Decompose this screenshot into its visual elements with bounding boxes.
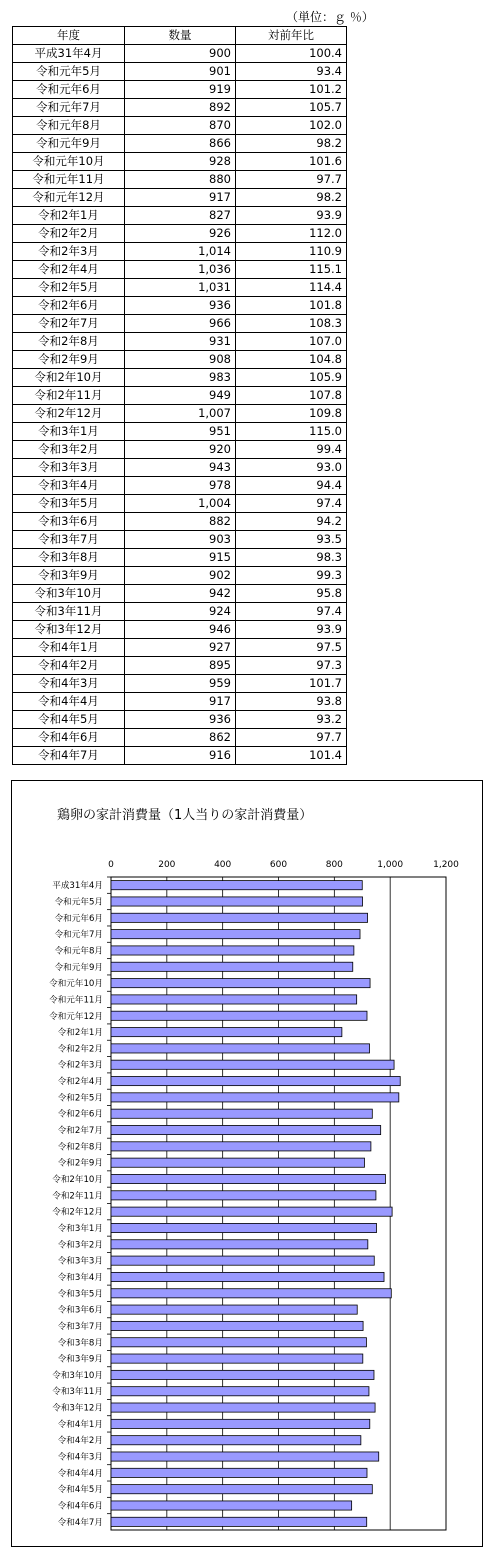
cell-period: 令和3年7月 [13,531,125,549]
bar [111,1044,370,1053]
cell-yoy: 107.8 [236,387,347,405]
cell-quantity: 951 [125,423,236,441]
bar [111,962,353,971]
cell-quantity: 1,031 [125,279,236,297]
cell-quantity: 959 [125,675,236,693]
bar [111,1093,399,1102]
category-label: 令和2年4月 [57,1077,103,1088]
cell-yoy: 114.4 [236,279,347,297]
cell-yoy: 115.0 [236,423,347,441]
bar [111,979,370,988]
cell-yoy: 101.8 [236,297,347,315]
cell-quantity: 978 [125,477,236,495]
cell-quantity: 936 [125,297,236,315]
category-label: 令和2年8月 [57,1142,103,1153]
cell-yoy: 101.4 [236,747,347,765]
x-tick-label: 1,000 [377,860,404,870]
bar [111,1517,367,1526]
category-label: 令和2年10月 [52,1175,103,1186]
cell-yoy: 109.8 [236,405,347,423]
cell-yoy: 97.7 [236,171,347,189]
x-tick-label: 1,200 [433,860,459,870]
x-tick-label: 200 [158,860,176,870]
cell-quantity: 1,004 [125,495,236,513]
cell-quantity: 943 [125,459,236,477]
cell-period: 令和元年6月 [13,81,125,99]
cell-yoy: 97.5 [236,639,347,657]
bar [111,1387,369,1396]
cell-quantity: 827 [125,207,236,225]
cell-quantity: 870 [125,117,236,135]
header-yoy: 対前年比 [236,27,347,45]
category-label: 令和3年3月 [57,1256,103,1267]
cell-quantity: 900 [125,45,236,63]
bar [111,897,363,906]
cell-period: 令和元年10月 [13,153,125,171]
cell-quantity: 862 [125,729,236,747]
bar [111,930,360,939]
cell-yoy: 101.7 [236,675,347,693]
cell-quantity: 928 [125,153,236,171]
bar [111,1207,392,1216]
cell-period: 令和3年9月 [13,567,125,585]
cell-yoy: 101.2 [236,81,347,99]
cell-yoy: 100.4 [236,45,347,63]
category-label: 令和3年9月 [57,1354,103,1365]
category-label: 令和元年10月 [49,979,103,990]
cell-yoy: 93.8 [236,693,347,711]
cell-yoy: 98.3 [236,549,347,567]
cell-period: 令和4年4月 [13,693,125,711]
category-label: 令和3年7月 [57,1321,103,1332]
cell-yoy: 112.0 [236,225,347,243]
cell-quantity: 936 [125,711,236,729]
category-label: 令和3年8月 [57,1338,103,1349]
category-label: 令和4年7月 [57,1517,103,1528]
bar [111,1403,375,1412]
cell-yoy: 105.7 [236,99,347,117]
cell-period: 令和3年12月 [13,621,125,639]
cell-period: 令和2年9月 [13,351,125,369]
cell-quantity: 926 [125,225,236,243]
category-label: 令和3年2月 [57,1240,103,1251]
cell-period: 令和2年11月 [13,387,125,405]
cell-period: 令和元年5月 [13,63,125,81]
category-label: 令和3年4月 [57,1272,103,1283]
bar [111,1272,384,1281]
cell-period: 令和2年4月 [13,261,125,279]
bar [111,1338,366,1347]
bar [111,1452,379,1461]
x-tick-label: 600 [269,860,288,870]
bar [111,1223,376,1232]
cell-period: 令和2年1月 [13,207,125,225]
cell-yoy: 107.0 [236,333,347,351]
unit-label: （単位：ｇ ％） [286,10,374,24]
category-label: 令和3年5月 [57,1289,103,1300]
bar [111,1436,361,1445]
cell-period: 令和元年7月 [13,99,125,117]
category-label: 令和3年10月 [52,1370,103,1381]
cell-period: 令和2年12月 [13,405,125,423]
category-label: 令和2年3月 [57,1060,103,1071]
cell-quantity: 880 [125,171,236,189]
bar [111,995,357,1004]
cell-yoy: 97.3 [236,657,347,675]
category-label: 令和4年5月 [57,1485,103,1496]
cell-period: 令和3年5月 [13,495,125,513]
category-label: 令和3年6月 [57,1305,103,1316]
bar [111,1468,367,1477]
cell-yoy: 93.4 [236,63,347,81]
cell-quantity: 866 [125,135,236,153]
cell-period: 令和3年8月 [13,549,125,567]
cell-quantity: 966 [125,315,236,333]
bar [111,1289,391,1298]
cell-period: 令和元年11月 [13,171,125,189]
cell-quantity: 901 [125,63,236,81]
cell-period: 令和2年7月 [13,315,125,333]
category-label: 令和2年12月 [52,1207,103,1218]
cell-quantity: 908 [125,351,236,369]
cell-yoy: 115.1 [236,261,347,279]
category-label: 令和元年6月 [54,913,103,924]
cell-period: 令和2年8月 [13,333,125,351]
category-label: 令和4年3月 [57,1452,103,1463]
cell-quantity: 927 [125,639,236,657]
cell-period: 令和4年6月 [13,729,125,747]
cell-quantity: 949 [125,387,236,405]
category-label: 令和元年9月 [54,962,103,973]
cell-quantity: 983 [125,369,236,387]
cell-quantity: 942 [125,585,236,603]
category-label: 令和2年1月 [57,1028,103,1039]
cell-yoy: 93.9 [236,621,347,639]
cell-period: 令和4年7月 [13,747,125,765]
cell-quantity: 946 [125,621,236,639]
category-label: 令和元年5月 [54,897,103,908]
cell-yoy: 99.3 [236,567,347,585]
bar [111,946,354,955]
cell-period: 令和4年3月 [13,675,125,693]
category-label: 令和4年1月 [57,1419,103,1430]
cell-period: 令和4年2月 [13,657,125,675]
x-tick-label: 800 [325,860,343,870]
category-label: 令和4年4月 [57,1468,103,1479]
cell-period: 令和4年1月 [13,639,125,657]
cell-yoy: 97.7 [236,729,347,747]
cell-yoy: 108.3 [236,315,347,333]
cell-yoy: 97.4 [236,495,347,513]
cell-period: 平成31年4月 [13,45,125,63]
bar [111,1142,371,1151]
cell-quantity: 882 [125,513,236,531]
cell-quantity: 919 [125,81,236,99]
cell-period: 令和元年12月 [13,189,125,207]
bar [111,1321,363,1330]
bar [111,1501,352,1510]
cell-quantity: 892 [125,99,236,117]
cell-yoy: 93.2 [236,711,347,729]
header-quantity: 数量 [125,27,236,45]
bar [111,1125,381,1134]
bar [111,1370,374,1379]
header-period: 年度 [13,27,125,45]
cell-yoy: 95.8 [236,585,347,603]
cell-quantity: 917 [125,189,236,207]
bar [111,1174,385,1183]
category-label: 令和2年9月 [57,1158,103,1169]
bar [111,1256,374,1265]
cell-period: 令和元年8月 [13,117,125,135]
cell-yoy: 97.4 [236,603,347,621]
cell-quantity: 920 [125,441,236,459]
category-label: 令和元年7月 [54,930,103,941]
bar [111,1109,372,1118]
cell-yoy: 99.4 [236,441,347,459]
cell-quantity: 1,007 [125,405,236,423]
category-label: 令和3年12月 [52,1403,103,1414]
category-label: 令和4年6月 [57,1501,103,1512]
x-tick-label: 400 [214,860,232,870]
cell-period: 令和2年5月 [13,279,125,297]
cell-quantity: 902 [125,567,236,585]
bar [111,1076,400,1085]
cell-period: 令和4年5月 [13,711,125,729]
category-label: 令和4年2月 [57,1436,103,1447]
cell-period: 令和2年3月 [13,243,125,261]
bar [111,1028,342,1037]
bar [111,1485,372,1494]
cell-period: 令和3年3月 [13,459,125,477]
cell-period: 令和2年6月 [13,297,125,315]
cell-yoy: 94.4 [236,477,347,495]
cell-quantity: 931 [125,333,236,351]
cell-quantity: 895 [125,657,236,675]
bar [111,1419,370,1428]
cell-yoy: 101.6 [236,153,347,171]
bar [111,1011,367,1020]
category-label: 令和2年7月 [57,1126,103,1137]
cell-yoy: 110.9 [236,243,347,261]
category-label: 令和2年5月 [57,1093,103,1104]
cell-period: 令和3年4月 [13,477,125,495]
category-label: 平成31年4月 [52,881,103,892]
cell-period: 令和3年11月 [13,603,125,621]
cell-yoy: 102.0 [236,117,347,135]
category-label: 令和3年1月 [57,1223,103,1234]
category-label: 令和元年11月 [49,995,103,1006]
category-label: 令和2年6月 [57,1109,103,1120]
cell-quantity: 917 [125,693,236,711]
x-tick-label: 0 [108,860,114,870]
cell-quantity: 1,036 [125,261,236,279]
cell-period: 令和2年10月 [13,369,125,387]
cell-yoy: 104.8 [236,351,347,369]
cell-period: 令和3年10月 [13,585,125,603]
bar [111,1060,394,1069]
bar [111,1305,357,1314]
cell-quantity: 903 [125,531,236,549]
cell-yoy: 105.9 [236,369,347,387]
cell-period: 令和3年2月 [13,441,125,459]
cell-quantity: 915 [125,549,236,567]
bar [111,913,368,922]
cell-period: 令和元年9月 [13,135,125,153]
category-label: 令和3年11月 [52,1387,103,1398]
bar [111,881,362,890]
cell-quantity: 916 [125,747,236,765]
bar [111,1240,368,1249]
cell-period: 令和3年1月 [13,423,125,441]
cell-yoy: 93.9 [236,207,347,225]
category-label: 令和2年2月 [57,1044,103,1055]
chart-title: 鶏卵の家計消費量（1人当りの家計消費量） [57,808,313,823]
category-label: 令和2年11月 [52,1191,103,1202]
bar [111,1191,376,1200]
cell-yoy: 93.5 [236,531,347,549]
category-label: 令和元年8月 [54,946,103,957]
cell-yoy: 98.2 [236,135,347,153]
cell-yoy: 94.2 [236,513,347,531]
cell-yoy: 98.2 [236,189,347,207]
cell-quantity: 924 [125,603,236,621]
bar [111,1158,364,1167]
category-label: 令和元年12月 [49,1011,103,1022]
cell-quantity: 1,014 [125,243,236,261]
cell-period: 令和2年2月 [13,225,125,243]
cell-period: 令和3年6月 [13,513,125,531]
cell-yoy: 93.0 [236,459,347,477]
bar [111,1354,363,1363]
